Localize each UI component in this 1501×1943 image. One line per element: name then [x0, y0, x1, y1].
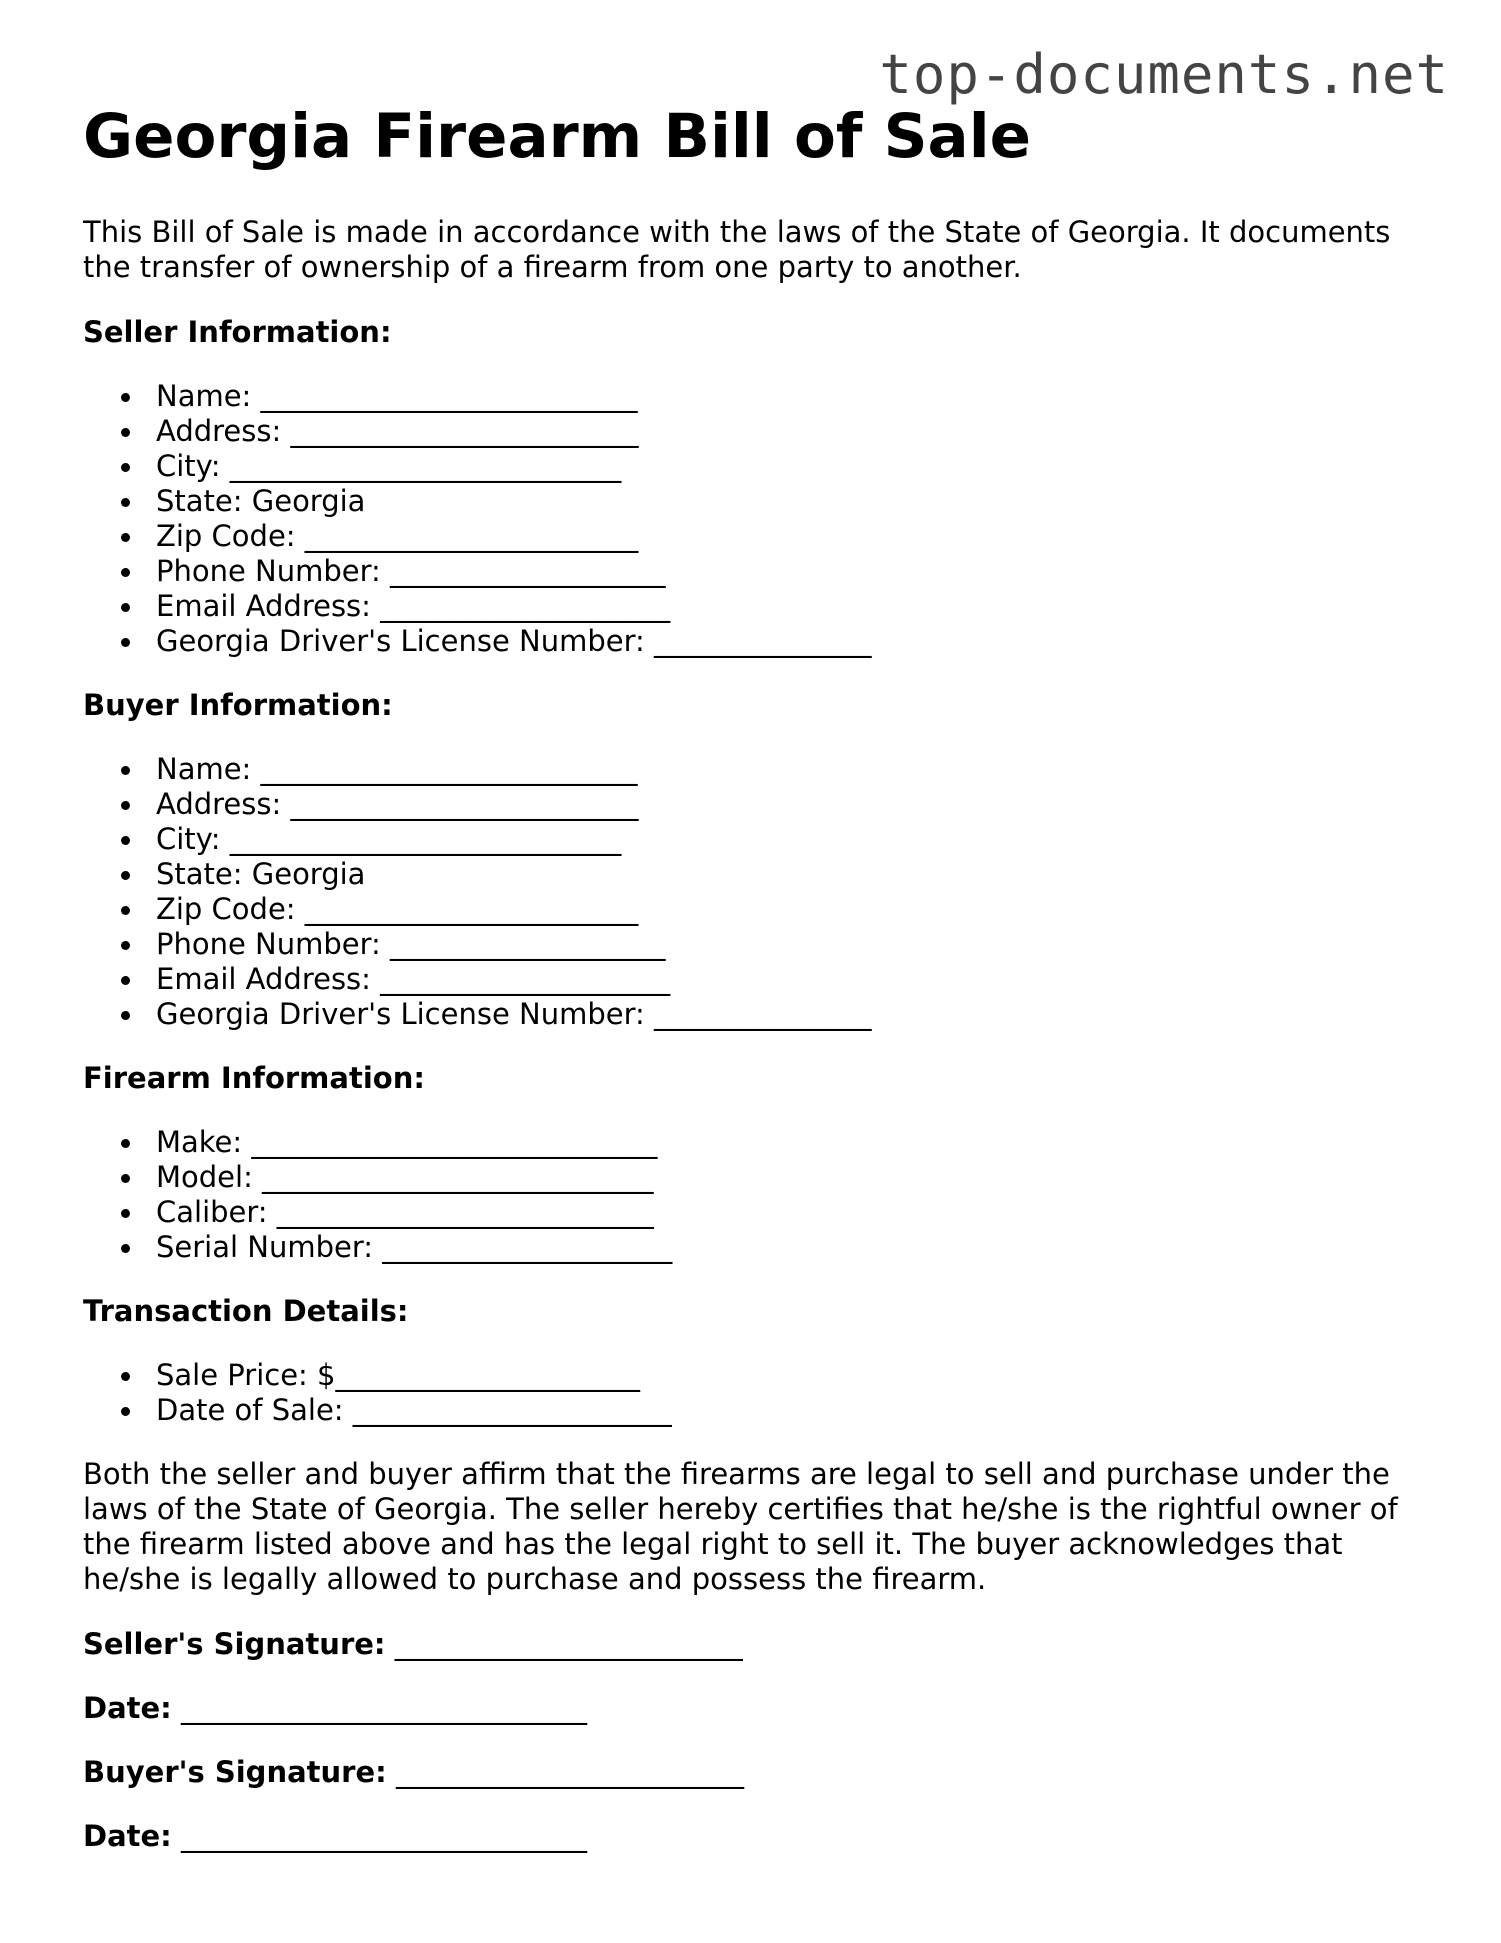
firearm-section-heading: Firearm Information:	[83, 1061, 425, 1096]
seller-fields-list	[83, 379, 1423, 659]
bullet-icon	[121, 1372, 130, 1381]
seller-field-city[interactable]: City: ___________________________	[121, 449, 1423, 484]
buyer-date-label: Date:	[83, 1819, 172, 1854]
buyer-field-email[interactable]: Email Address: ____________________	[121, 962, 1423, 997]
bullet-icon	[121, 463, 130, 472]
seller-section-heading: Seller Information:	[83, 315, 392, 350]
seller-field-name[interactable]: Name: __________________________	[121, 379, 1423, 414]
transaction-field-price[interactable]: Sale Price: $_____________________	[121, 1358, 1423, 1393]
buyer-date-line[interactable]	[83, 1819, 1423, 1854]
firearm-field-make[interactable]: Make: ____________________________	[121, 1125, 1423, 1160]
buyer-field-license[interactable]: Georgia Driver's License Number: _______________	[121, 997, 1423, 1032]
intro-paragraph: This Bill of Sale is made in accordance with the laws of the State of Georgia. It documents the transfer of ownership of a firearm from one party to another.	[83, 215, 1391, 285]
seller-date-blank[interactable]: ____________________________	[181, 1691, 587, 1726]
seller-date-label: Date:	[83, 1691, 172, 1726]
bullet-icon	[121, 836, 130, 845]
bullet-icon	[121, 1407, 130, 1416]
buyer-field-state: State: Georgia	[121, 857, 1423, 892]
buyer-field-name[interactable]: Name: __________________________	[121, 752, 1423, 787]
firearm-field-caliber[interactable]: Caliber: __________________________	[121, 1195, 1423, 1230]
buyer-date-blank[interactable]: ____________________________	[181, 1819, 587, 1854]
bullet-icon	[121, 941, 130, 950]
buyer-signature-blank[interactable]: ________________________	[395, 1755, 744, 1790]
buyer-field-city[interactable]: City: ___________________________	[121, 822, 1423, 857]
affirmation-paragraph: Both the seller and buyer affirm that the firearms are legal to sell and purchase under the laws of the State of Georgia. The seller hereby certifies that he/she is the rightful owner of the firearm listed above and has the legal right to sell it. The buyer acknowledges that he/she is legally allowed to purchase and possess the firearm.	[83, 1457, 1398, 1597]
seller-field-email[interactable]: Email Address: ____________________	[121, 589, 1423, 624]
transaction-fields-list	[83, 1358, 1423, 1428]
bullet-icon	[121, 766, 130, 775]
firearm-field-model[interactable]: Model: ___________________________	[121, 1160, 1423, 1195]
bullet-icon	[121, 976, 130, 985]
firearm-field-serial[interactable]: Serial Number: ____________________	[121, 1230, 1423, 1265]
buyer-field-phone[interactable]: Phone Number: ___________________	[121, 927, 1423, 962]
buyer-field-address[interactable]: Address: ________________________	[121, 787, 1423, 822]
bullet-icon	[121, 533, 130, 542]
seller-field-state: State: Georgia	[121, 484, 1423, 519]
seller-field-address[interactable]: Address: ________________________	[121, 414, 1423, 449]
bullet-icon	[121, 393, 130, 402]
buyer-signature-label: Buyer's Signature:	[83, 1755, 387, 1790]
buyer-field-zip[interactable]: Zip Code: _______________________	[121, 892, 1423, 927]
seller-field-phone[interactable]: Phone Number: ___________________	[121, 554, 1423, 589]
buyer-signature-line[interactable]	[83, 1755, 1423, 1790]
bullet-icon	[121, 1244, 130, 1253]
transaction-section-heading: Transaction Details:	[83, 1294, 409, 1329]
buyer-section-heading: Buyer Information:	[83, 688, 393, 723]
bullet-icon	[121, 1011, 130, 1020]
document-page	[83, 100, 1423, 1883]
transaction-field-date[interactable]: Date of Sale: ______________________	[121, 1393, 1423, 1428]
bullet-icon	[121, 1139, 130, 1148]
seller-signature-label: Seller's Signature:	[83, 1627, 386, 1662]
seller-signature-blank[interactable]: ________________________	[394, 1627, 743, 1662]
bullet-icon	[121, 1209, 130, 1218]
seller-field-license[interactable]: Georgia Driver's License Number: _______________	[121, 624, 1423, 659]
document-title: Georgia Firearm Bill of Sale	[83, 101, 1032, 172]
bullet-icon	[121, 638, 130, 647]
bullet-icon	[121, 498, 130, 507]
seller-field-zip[interactable]: Zip Code: _______________________	[121, 519, 1423, 554]
bullet-icon	[121, 603, 130, 612]
bullet-icon	[121, 568, 130, 577]
bullet-icon	[121, 906, 130, 915]
seller-date-line[interactable]	[83, 1691, 1423, 1726]
bullet-icon	[121, 801, 130, 810]
bullet-icon	[121, 428, 130, 437]
firearm-fields-list	[83, 1125, 1423, 1265]
bullet-icon	[121, 1174, 130, 1183]
bullet-icon	[121, 871, 130, 880]
buyer-fields-list	[83, 752, 1423, 1032]
watermark: top-documents.net	[879, 43, 1449, 106]
seller-signature-line[interactable]	[83, 1627, 1423, 1662]
